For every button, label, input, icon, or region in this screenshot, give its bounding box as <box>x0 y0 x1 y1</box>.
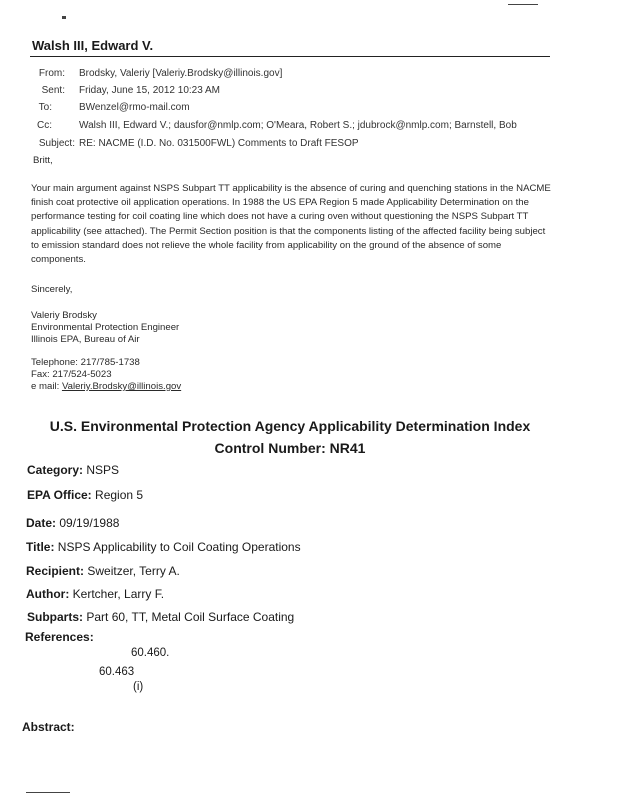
header-value-from: Brodsky, Valeriy [Valeriy.Brodsky@illinois.gov] <box>79 68 283 79</box>
signature-email-label: e mail: <box>31 381 62 392</box>
field-author-label: Author: <box>26 587 70 601</box>
header-label-from: From: <box>38 68 65 79</box>
header-label-to: To: <box>38 102 52 113</box>
field-subparts-value: Part 60, TT, Metal Coil Surface Coating <box>86 610 295 624</box>
field-date <box>26 516 119 530</box>
field-recipient-label: Recipient: <box>26 564 85 578</box>
field-subparts-label: Subparts: <box>27 610 84 624</box>
reference-item: (i) <box>133 681 144 693</box>
scan-artifact <box>26 792 70 793</box>
field-title-label: Title: <box>26 540 55 554</box>
field-epa-office-label: EPA Office: <box>27 488 92 502</box>
index-title: U.S. Environmental Protection Agency Applicability Determination Index <box>49 418 531 434</box>
signature-fax: Fax: 217/524-5023 <box>31 369 112 380</box>
field-recipient <box>26 564 180 578</box>
header-label-cc: Cc: <box>37 120 52 131</box>
header-value-subject: RE: NACME (I.D. No. 031500FWL) Comments to Draft FESOP <box>79 138 359 149</box>
field-title-value: NSPS Applicability to Coil Coating Operations <box>57 540 301 554</box>
header-label-subject: Subject: <box>38 138 75 149</box>
sender-name: Walsh III, Edward V. <box>32 38 154 53</box>
signature-email-line <box>31 381 181 392</box>
header-divider <box>30 56 550 57</box>
field-recipient-value: Sweitzer, Terry A. <box>87 564 180 578</box>
signature-telephone: Telephone: 217/785-1738 <box>31 357 140 368</box>
email-closing: Sincerely, <box>31 284 73 295</box>
signature-name: Valeriy Brodsky <box>31 310 97 321</box>
email-body: Your main argument against NSPS Subpart TT applicability is the absence of curing and quenching stations in the NACME finish coat protective oil application operations. In 1988 the US EPA Region 5 made Applicability Determination on the performance testing for coil coating line which does not have a curing oven without questioning the NSPS Subpart TT applicability (see attached). The Permit Section position is that the components listing of the affected facility being subject to emission standard does not relieve the whole facility from applicability on the ground of the absence of some components. <box>31 183 551 266</box>
field-date-label: Date: <box>26 516 57 530</box>
field-epa-office <box>27 488 143 502</box>
scan-artifact <box>62 16 66 19</box>
references-label: References: <box>25 630 94 644</box>
reference-item: 60.463 <box>99 666 135 678</box>
field-author <box>26 587 164 601</box>
reference-item: 60.460. <box>131 647 170 659</box>
signature-email-link[interactable]: Valeriy.Brodsky@illinois.gov <box>61 381 182 392</box>
abstract-label: Abstract: <box>22 720 75 734</box>
field-epa-office-value: Region 5 <box>95 488 144 502</box>
header-value-to: BWenzel@rmo-mail.com <box>79 102 190 113</box>
header-value-sent: Friday, June 15, 2012 10:23 AM <box>79 85 221 96</box>
control-number: Control Number: NR41 <box>214 440 366 456</box>
email-greeting: Britt, <box>33 155 53 166</box>
signature-org: Illinois EPA, Bureau of Air <box>31 334 140 345</box>
field-title <box>26 540 301 554</box>
field-date-value: 09/19/1988 <box>59 516 120 530</box>
header-label-sent: Sent: <box>41 85 65 96</box>
scan-artifact <box>508 4 538 5</box>
field-category <box>27 463 119 477</box>
header-value-cc: Walsh III, Edward V.; dausfor@nmlp.com; O'Meara, Robert S.; jdubrock@nmlp.com; Barnstell, Bob <box>79 120 517 131</box>
field-category-label: Category: <box>27 463 84 477</box>
signature-title: Environmental Protection Engineer <box>31 322 180 333</box>
field-subparts <box>27 610 294 624</box>
field-category-value: NSPS <box>86 463 120 477</box>
field-author-value: Kertcher, Larry F. <box>72 587 165 601</box>
